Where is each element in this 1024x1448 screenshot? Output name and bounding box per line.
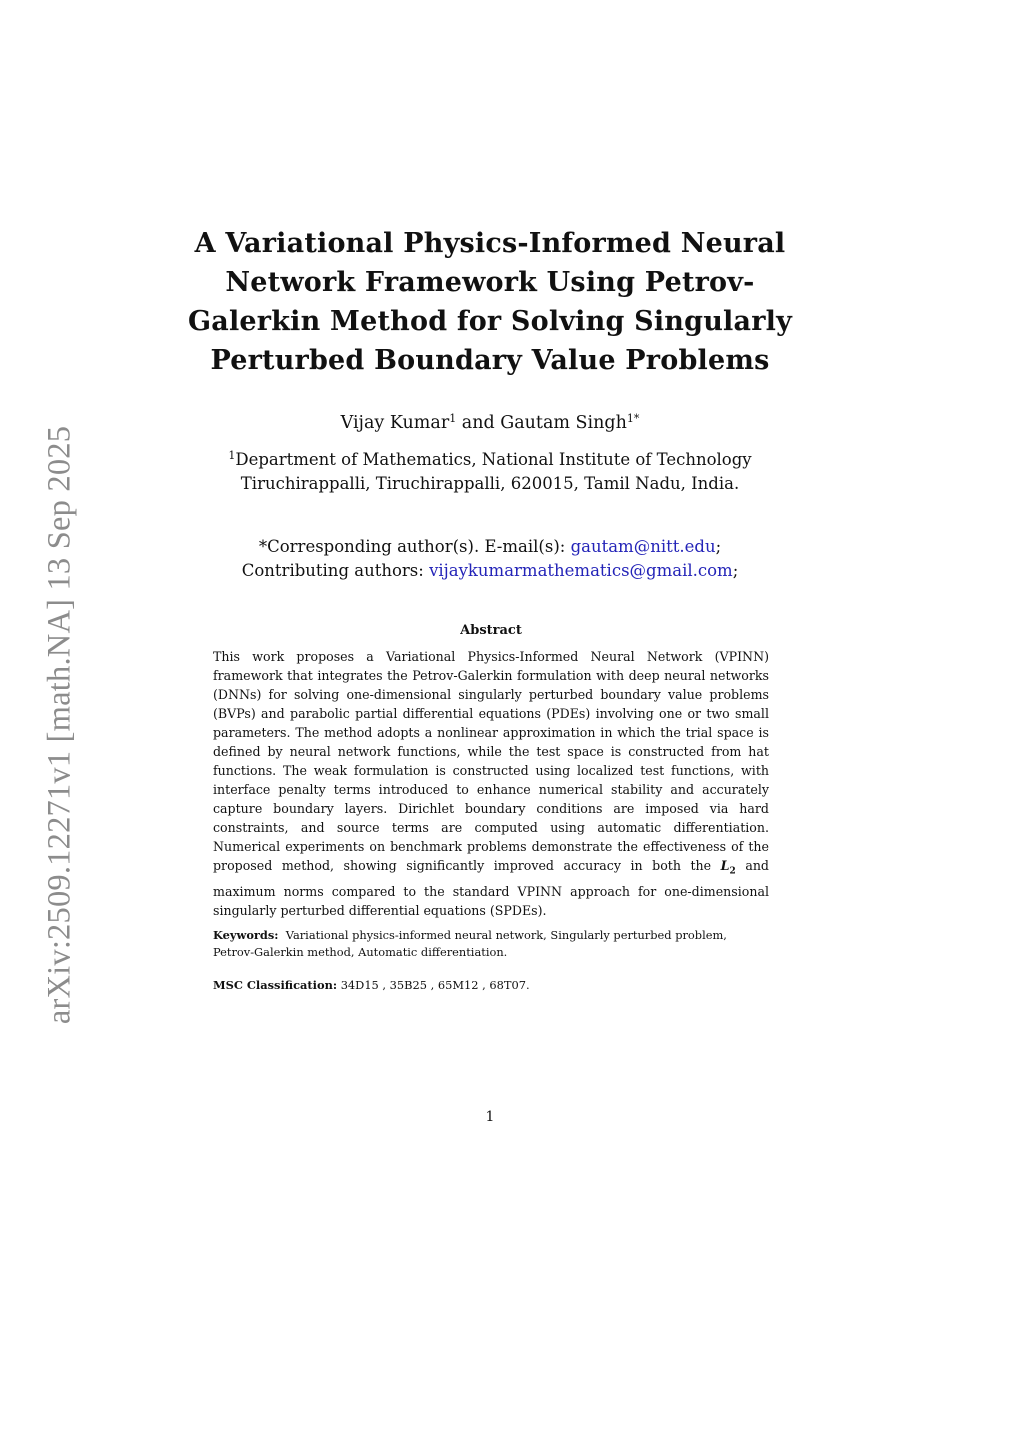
author-affiliation-mark: 1 — [449, 412, 457, 425]
title-line: A Variational Physics-Informed Neural — [194, 228, 786, 259]
corresponding-label: *Corresponding author(s). E-mail(s): — [258, 537, 571, 556]
abstract-text: and maximum norms compared to the standard VPINN approach for one-dimensional singularly perturbed differential equations (SPDEs). — [213, 858, 769, 918]
author-affiliation-mark: 1* — [626, 412, 640, 425]
norm-subscript: 2 — [729, 866, 736, 877]
abstract-heading: Abstract — [460, 623, 522, 638]
affiliation-mark: 1 — [228, 449, 236, 462]
separator: ; — [732, 561, 739, 580]
contributing-email-link[interactable]: vijaykumarmathematics@gmail.com — [429, 561, 733, 580]
keywords-label: Keywords: — [213, 928, 279, 942]
author-list — [160, 411, 820, 435]
author-name: Vijay Kumar — [340, 413, 450, 433]
norm-symbol: L — [720, 858, 730, 873]
title-line: Perturbed Boundary Value Problems — [210, 345, 770, 376]
title-line: Network Framework Using Petrov- — [225, 267, 755, 298]
separator: ; — [715, 537, 722, 556]
msc-label: MSC Classification: — [213, 978, 338, 992]
paper-title — [160, 224, 820, 380]
msc-classification — [213, 977, 769, 994]
contact-info — [160, 535, 820, 583]
contributing-label: Contributing authors: — [241, 561, 430, 580]
abstract-body — [213, 647, 769, 920]
msc-codes: 34D15 , 35B25 , 65M12 , 68T07. — [340, 978, 530, 992]
author-connector: and — [456, 413, 501, 433]
arxiv-identifier: arXiv:2509.12271v1 [math.NA] 13 Sep 2025 — [41, 425, 78, 1025]
page-number: 1 — [485, 1109, 495, 1125]
title-line: Galerkin Method for Solving Singularly — [188, 306, 792, 337]
affiliation — [160, 448, 820, 496]
abstract-text: This work proposes a Variational Physics-Informed Neural Network (VPINN) framework that integrates the Petrov-Galerkin formulation with deep neural networks (DNNs) for solving one-dimensional singularly perturbed boundary value problems (BVPs) and parabolic partial differential equations (PDEs) involving one or two small parameters. The method adopts a nonlinear approximation in which the trial space is defined by neural network functions, while the test space is constructed from hat functions. The weak formulation is constructed using localized test functions, with interface penalty terms introduced to enhance numerical stability and accurately capture boundary layers. Dirichlet boundary conditions are imposed via hard constraints, and source terms are computed using automatic differentiation. Numerical experiments on benchmark problems demonstrate the effectiveness of the proposed method, showing significantly improved accuracy in both the — [213, 649, 769, 873]
author-name: Gautam Singh — [500, 413, 627, 433]
affiliation-line: Department of Mathematics, National Institute of Technology — [235, 450, 752, 469]
keywords-text: Variational physics-informed neural network, Singularly perturbed problem, Petrov-Galerkin method, Automatic differentiation. — [213, 928, 727, 959]
keywords — [213, 927, 769, 960]
affiliation-line: Tiruchirappalli, Tiruchirappalli, 620015, Tamil Nadu, India. — [240, 474, 740, 493]
corresponding-email-link[interactable]: gautam@nitt.edu — [570, 537, 716, 556]
